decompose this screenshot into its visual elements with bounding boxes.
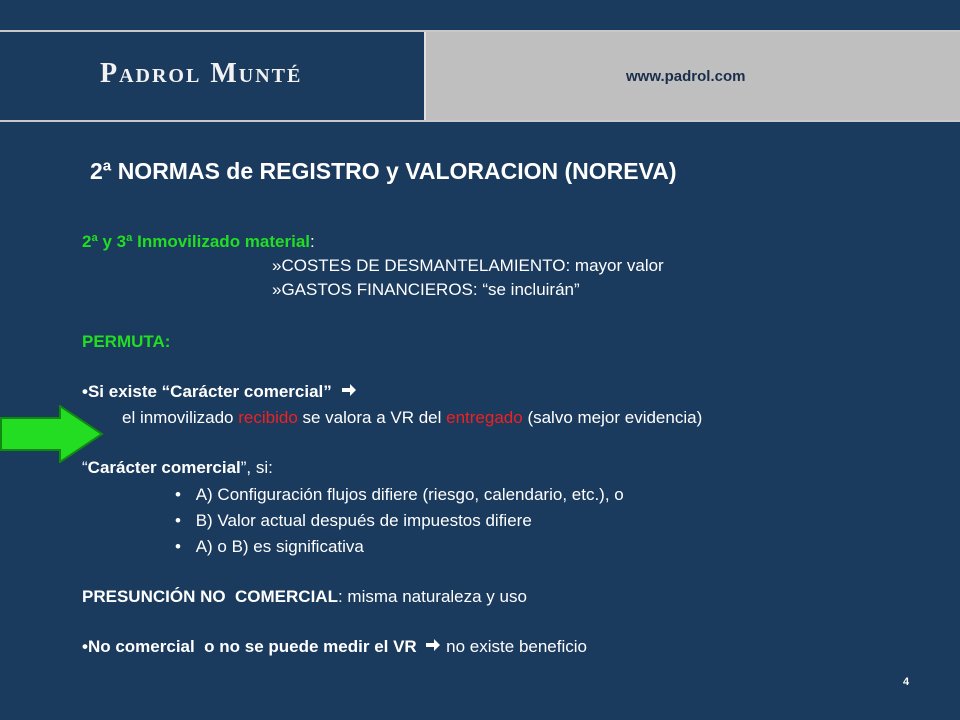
- logo: Padrol Munté: [100, 58, 303, 89]
- bullet: •: [175, 537, 181, 556]
- url-panel: [424, 32, 960, 120]
- right-arrow-icon: [425, 638, 441, 652]
- valuation-text-e: (salvo mejor evidencia): [522, 408, 703, 427]
- website-link[interactable]: www.padrol.com: [626, 68, 746, 85]
- inmovilizado-colon: :: [310, 232, 315, 251]
- valuation-text-c: se valora a VR del: [297, 408, 447, 427]
- inmovilizado-heading-text: 2ª y 3ª Inmovilizado material: [82, 232, 310, 251]
- caracter-rest: ”, si:: [240, 458, 273, 477]
- delivered-highlight: entregado: [446, 408, 523, 427]
- no-comercial-line: [82, 637, 587, 657]
- caracter-item-text: B) Valor actual después de impuestos difiere: [195, 511, 532, 530]
- presuncion-bold: PRESUNCIÓN NO COMERCIAL: [82, 587, 338, 606]
- no-comercial-bold: •No comercial o no se puede medir el VR: [82, 637, 417, 656]
- right-arrow-icon: [341, 383, 357, 397]
- caracter-item-text: A) o B) es significativa: [195, 537, 364, 556]
- green-arrow-icon: [0, 405, 104, 463]
- header-line-bottom: [0, 120, 960, 122]
- caracter-item-text: A) Configuración flujos difiere (riesgo, calendario, etc.), o: [195, 485, 624, 504]
- valuation-line: [122, 408, 702, 428]
- caracter-bold: Carácter comercial: [87, 458, 241, 477]
- slide-title: 2ª NORMAS de REGISTRO y VALORACION (NOREVA): [90, 158, 677, 184]
- presuncion-rest: : misma naturaleza y uso: [337, 587, 527, 606]
- caracter-item-1: [175, 485, 624, 505]
- bullet: •: [175, 485, 181, 504]
- caracter-item-2: [175, 511, 532, 531]
- bullet: •: [175, 511, 181, 530]
- caracter-heading: [82, 458, 273, 478]
- no-comercial-rest: no existe beneficio: [441, 637, 587, 656]
- inmovilizado-item-2: »GASTOS FINANCIEROS: “se incluirán”: [272, 280, 580, 299]
- comercial-bullet: [82, 382, 357, 402]
- page-number: 4: [903, 676, 910, 688]
- permuta-heading: PERMUTA:: [82, 332, 171, 351]
- presuncion-line: [82, 587, 527, 607]
- caracter-item-3: [175, 537, 364, 557]
- comercial-bullet-text: •Si existe “Carácter comercial”: [82, 382, 332, 401]
- inmovilizado-heading: [82, 232, 315, 252]
- valuation-text-a: el inmovilizado: [122, 408, 239, 427]
- caracter-open-quote: “: [82, 458, 88, 477]
- inmovilizado-item-1: »COSTES DE DESMANTELAMIENTO: mayor valor: [272, 256, 664, 275]
- received-highlight: recibido: [238, 408, 298, 427]
